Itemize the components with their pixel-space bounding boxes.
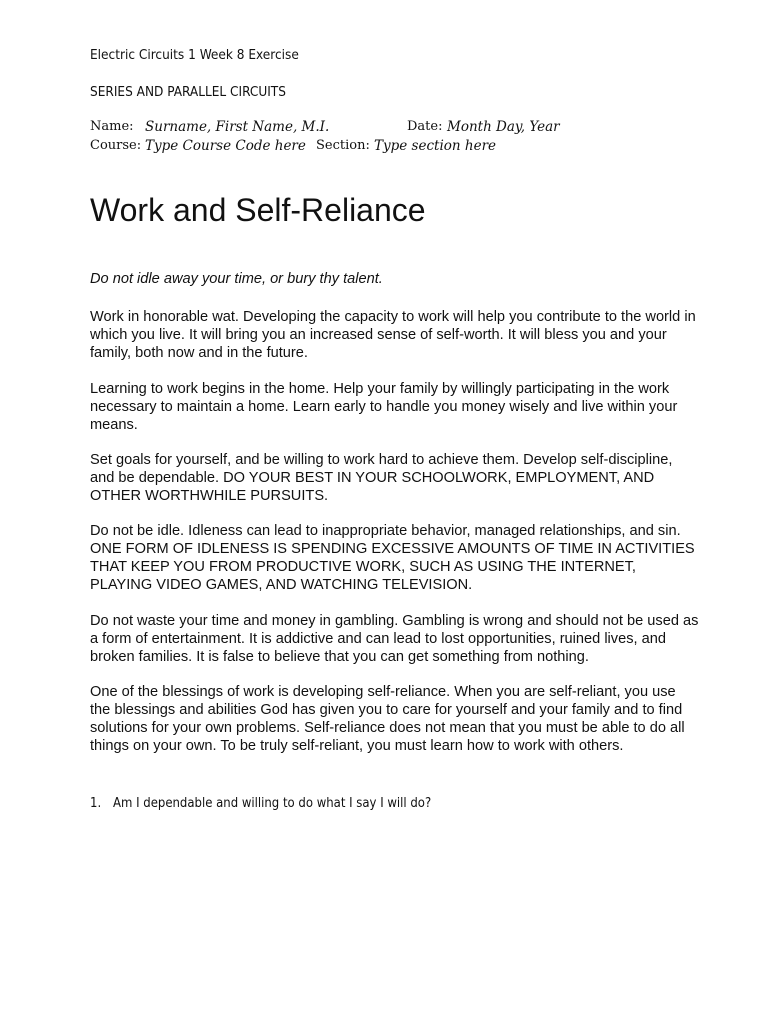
tagline: Do not idle away your time, or bury thy talent.	[90, 271, 383, 287]
question-number: 1.	[90, 796, 102, 811]
document-title: Work and Self-Reliance	[90, 192, 426, 228]
section-field[interactable]: Type section here	[374, 138, 497, 154]
name-field[interactable]: Surname, First Name, M.I.	[145, 119, 330, 135]
course-field[interactable]: Type Course Code here	[145, 138, 306, 154]
name-label: Name:	[90, 119, 134, 134]
date-field[interactable]: Month Day, Year	[447, 119, 560, 135]
form-row-course-section	[90, 138, 590, 158]
course-label: Course:	[90, 138, 142, 153]
date-label: Date:	[407, 119, 443, 134]
paragraph: Work in honorable wat. Developing the capacity to work will help you contribute to the world in which you live. It will bring you an increased sense of self-worth. It will bless you and your family, both now and in the future.	[90, 309, 696, 361]
paragraph: Set goals for yourself, and be willing to work hard to achieve them. Develop self-discipline, and be dependable. DO YOUR BEST IN YOUR SCHOOLWORK, EMPLOYMENT, AND OTHER WORTHWHILE PURSUITS.	[90, 452, 673, 504]
question-text: Am I dependable and willing to do what I say I will do?	[113, 796, 432, 811]
course-title: Electric Circuits 1 Week 8 Exercise	[90, 47, 299, 63]
paragraph: Learning to work begins in the home. Help your family by willingly participating in the work necessary to maintain a home. Learn early to handle you money wisely and live within your means.	[90, 381, 678, 433]
form-row-name-date	[90, 119, 590, 139]
question-item	[90, 796, 431, 811]
paragraph: Do not be idle. Idleness can lead to inappropriate behavior, managed relationships, and sin. ONE FORM OF IDLENESS IS SPENDING EXCESSIVE AMOUNTS OF TIME IN ACTIVITIES THAT KEEP YOU FROM PRODUCTIVE WORK, SUCH AS USING THE INTERNET, PLAYING VIDEO GAMES, AND WATCHING TELEVISION.	[90, 523, 695, 593]
paragraph: Do not waste your time and money in gambling. Gambling is wrong and should not be used as a form of entertainment. It is addictive and can lead to lost opportunities, ruined lives, and broken families. It is false to believe that you can get something from nothing.	[90, 613, 699, 665]
section-label: Section:	[316, 138, 370, 153]
topic-title: SERIES AND PARALLEL CIRCUITS	[90, 84, 286, 100]
paragraph: One of the blessings of work is developing self-reliance. When you are self-reliant, you use the blessings and abilities God has given you to care for yourself and your family and to find solutions for your own problems. Self-reliance does not mean that you must be able to do all things on your own. To be truly self-reliant, you must learn how to work with others.	[90, 684, 685, 754]
